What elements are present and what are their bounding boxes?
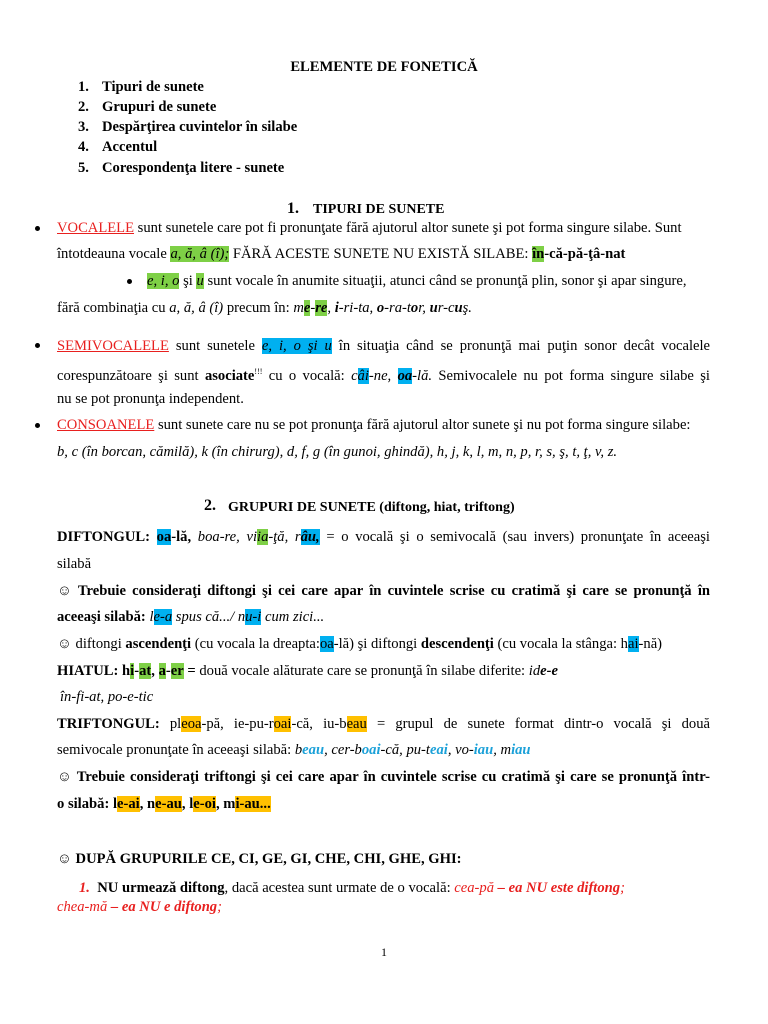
hiat-label: HIATUL: (57, 663, 119, 679)
vocale-rule: FĂRĂ ACESTE SUNETE NU EXISTĂ SILABE: (232, 246, 529, 262)
triftong-note-1: ☺ Trebuie consideraţi triftongi şi cei care apar în cuvintele scrise cu cratimă şi care se pronunţă într- (57, 769, 710, 785)
text: NU urmează diftong (97, 880, 225, 896)
hiat-line-1 (57, 662, 558, 680)
toc-item: Despărţirea cuvintelor în silabe (102, 119, 298, 135)
toc-num: 4. (78, 139, 89, 155)
text: - (134, 663, 140, 679)
triftong-note-2 (57, 795, 271, 813)
diphthong-highlight: oa (319, 636, 334, 652)
ex: -ri-ta, (338, 300, 377, 316)
semivowel-highlight: e, i, o şi u (261, 338, 332, 354)
vocale-examples (293, 300, 472, 316)
diphthong-highlight: âu, (300, 529, 320, 545)
ex: ş. (462, 300, 472, 316)
text: a, ă, â (î) (169, 300, 224, 316)
bullet-icon (35, 226, 40, 231)
diftong-label: DIFTONGUL: (57, 529, 150, 545)
ex: o (410, 300, 419, 316)
toc-num: 1. (78, 79, 89, 95)
text: ascendenţi (125, 636, 192, 652)
section-1-number: 1. (287, 200, 299, 217)
text: cu o vocală: (268, 367, 345, 384)
text: ; (620, 880, 625, 896)
triphthong-highlight: eoa (181, 716, 202, 732)
text: -pă, ie-pu-r (201, 716, 274, 732)
hyphen: - (544, 246, 550, 262)
ex: , (327, 300, 335, 316)
toc-num: 2. (78, 99, 89, 115)
toc-item: Tipuri de sunete (102, 79, 204, 95)
triphthong-highlight: e-oi (193, 796, 216, 812)
hiat-highlight: i (130, 663, 135, 679)
consoane-term: CONSOANELE (57, 417, 155, 433)
bullet-icon (35, 423, 40, 428)
text: ☺ diftongi (57, 636, 122, 652)
diftong-line-1 (57, 528, 710, 546)
consoane-line-2: b, c (în borcan, cămilă), k (în chirurg), d, f, g (în gunoi, ghindă), h, j, k, l, m, n, p, r, s, ş, t, ţ, v, z. (57, 444, 618, 460)
semivocale-term: SEMIVOCALELE (57, 338, 169, 354)
vocale-sub-line-2 (57, 299, 472, 317)
vocale-sub-line-1 (147, 272, 687, 290)
text: Semivocalele nu pot forma singure silabe şi (438, 367, 710, 384)
text: cum zici... (265, 609, 325, 625)
text: corespunzătoare şi sunt (57, 367, 199, 384)
section-2-number: 2. (204, 497, 216, 514)
triphthong-colored: eai (429, 742, 448, 758)
bullet-icon (35, 343, 40, 348)
triphthong-highlight: i-au... (235, 796, 271, 812)
section-2-title: GRUPURI DE SUNETE (diftong, hiat, triftong) (228, 500, 515, 515)
text: h (122, 663, 131, 679)
hyphen: - (562, 246, 568, 262)
vowel-highlight: u (196, 273, 204, 289)
text: , m (493, 742, 512, 758)
text: spus că.../ n (175, 609, 246, 625)
hiat-highlight: er (170, 663, 184, 679)
semivocale-line-1 (57, 337, 710, 355)
text: sunt sunete care nu se pot pronunţa fără ajutorul altor sunete şi nu pot forma singure silabe: (157, 417, 691, 433)
consoane-line-1 (57, 416, 690, 434)
triphthong-highlight: eau (346, 716, 367, 732)
toc-item: Grupuri de sunete (102, 99, 217, 115)
syllable: pă (567, 246, 584, 262)
text: e-e (540, 663, 558, 679)
text: l (149, 609, 154, 625)
diftong-note-1: ☺ Trebuie consideraţi diftongi şi cei care apar în cuvintele scrise cu cratimă şi care se pronunţă în (57, 583, 710, 599)
hiat-line-2: în-fi-at, po-e-tic (60, 689, 154, 705)
syllable: nat (605, 246, 626, 262)
triphthong-colored: iau (473, 742, 494, 758)
text: = grupul de sunete format dintr-o vocală şi două (376, 716, 710, 732)
triphthong-colored: eau (302, 742, 325, 758)
hiat-highlight: a (158, 663, 166, 679)
vocale-paragraph-line-2 (57, 245, 625, 263)
semivocale-line-3: nu se pot pronunţa independent. (57, 391, 244, 407)
diphthong-highlight: e-a (153, 609, 173, 625)
text: -lă. (412, 367, 433, 384)
ex: e (303, 300, 311, 316)
text: , n (139, 796, 156, 812)
toc-num: 3. (78, 119, 89, 135)
diphthong-highlight: u-i (245, 609, 262, 625)
document-title: ELEMENTE DE FONETICĂ (290, 59, 478, 75)
vocale-definition: sunt sunetele care pot fi pronunţate fără ajutorul altor sunete şi pot forma singure silabe. Sunt (137, 220, 682, 236)
example: cea-pă (454, 880, 494, 896)
syllable: în (532, 246, 545, 262)
text: id (528, 663, 541, 679)
triftong-line-2 (57, 741, 531, 759)
hiat-highlight: at (139, 663, 152, 679)
example-note: – ea NU e diftong (110, 899, 218, 915)
vocale-paragraph-line-1 (57, 219, 682, 237)
text: precum în: (226, 300, 290, 316)
diftong-note-1-line-2 (57, 608, 324, 626)
example: chea-mă (57, 899, 108, 915)
syllable: că (549, 246, 563, 262)
ex: - (310, 300, 316, 316)
diphthong-highlight: ai (627, 636, 639, 652)
text: (cu vocala la dreapta: (194, 636, 320, 652)
triphthong-highlight: e-au (155, 796, 182, 812)
vocale-example (532, 246, 625, 262)
text: = (187, 663, 196, 679)
text: pl (169, 716, 182, 732)
hyphen: - (583, 246, 589, 262)
superscript: !!! (254, 367, 263, 376)
text: , l (181, 796, 194, 812)
triphthong-colored: oai (361, 742, 381, 758)
toc-item: Accentul (102, 139, 158, 155)
diphthong-highlight: oa (156, 529, 172, 545)
text: - (165, 663, 171, 679)
bullet-icon (127, 279, 132, 284)
text: b (294, 742, 303, 758)
text: (cu vocala la stânga: h (497, 636, 628, 652)
text: în situaţia când se pronunţă mai puţin sonor decât vocalele (338, 338, 711, 354)
text: -că, iu-b (291, 716, 347, 732)
text: sunt sunetele (175, 338, 255, 354)
triphthong-highlight: e-ai (117, 796, 140, 812)
text: descendenţi (420, 636, 494, 652)
diphthong-highlight: âi (357, 367, 369, 384)
text: -că, pu-t (380, 742, 430, 758)
dupa-rule-line-1 (79, 879, 625, 897)
vocale-list-highlight: a, ă, â (î); (170, 246, 230, 262)
text: ; (217, 899, 222, 915)
text: = o vocală şi o semivocală (sau invers) pronunţate în aceeaşi (326, 529, 710, 545)
text: fără combinaţia cu (57, 300, 166, 316)
hyphen: - (600, 246, 606, 262)
diphthong-highlight: ia (257, 529, 269, 545)
vocale-term: VOCALELE (57, 220, 135, 236)
text: -lă, (171, 529, 192, 545)
triphthong-highlight: oai (273, 716, 292, 732)
triphthong-colored: iau (511, 742, 531, 758)
dupa-rule-line-2 (57, 898, 222, 916)
ex: m (293, 300, 304, 316)
section-1-title: TIPURI DE SUNETE (313, 202, 445, 217)
text: două vocale alăturate care se pronunţă în silabe diferite: (199, 663, 526, 679)
vowel-highlight: e, i, o (147, 273, 180, 289)
ex: o (376, 300, 385, 316)
diftong-note-2 (57, 635, 662, 653)
diftong-line-2: silabă (57, 556, 92, 572)
text: boa-re, vi (197, 529, 258, 545)
semivocale-line-2 (57, 363, 710, 385)
ex: -ra-t (384, 300, 411, 316)
text: , vo- (447, 742, 474, 758)
text: semivocale pronunţate în aceeaşi silabă: (57, 742, 292, 758)
diphthong-highlight: oa (397, 367, 413, 384)
text: , m (215, 796, 236, 812)
text: asociate (204, 367, 255, 384)
ex: u (429, 300, 438, 316)
triftong-label: TRIFTONGUL: (57, 716, 160, 732)
dupa-heading: ☺ DUPĂ GRUPURILE CE, CI, GE, GI, CHE, CHI, GHE, GHI: (57, 851, 462, 867)
text: -ţă, r (268, 529, 301, 545)
text: şi (183, 273, 193, 289)
text: c (351, 367, 358, 384)
text: , dacă acestea sunt urmate de o vocală: (224, 880, 451, 896)
ex: r-c (437, 300, 455, 316)
text: aceeaşi silabă: (57, 609, 146, 625)
ex: i (334, 300, 339, 316)
rule-number: 1. (79, 880, 90, 896)
text: o silabă: (57, 796, 110, 812)
ex: u (454, 300, 463, 316)
text: -nă) (638, 636, 663, 652)
text: -ne, (368, 367, 392, 384)
text: l (112, 796, 118, 812)
syllable: ţâ (588, 246, 601, 262)
text: sunt vocale în anumite situaţii, atunci când se pronunţă plin, sonor şi apar singure, (207, 273, 687, 289)
triftong-line-1 (57, 715, 710, 733)
vocale-text: întotdeauna vocale (57, 246, 167, 262)
text: , (151, 663, 155, 679)
ex: r, (418, 300, 430, 316)
page-number: 1 (381, 945, 387, 959)
toc-num: 5. (78, 160, 89, 176)
text: , cer-b (324, 742, 362, 758)
example-note: – ea NU este diftong (497, 880, 621, 896)
toc-item: Corespondenţa litere - sunete (102, 160, 285, 176)
text: -lă) şi diftongi (333, 636, 418, 652)
ex: re (315, 300, 328, 316)
